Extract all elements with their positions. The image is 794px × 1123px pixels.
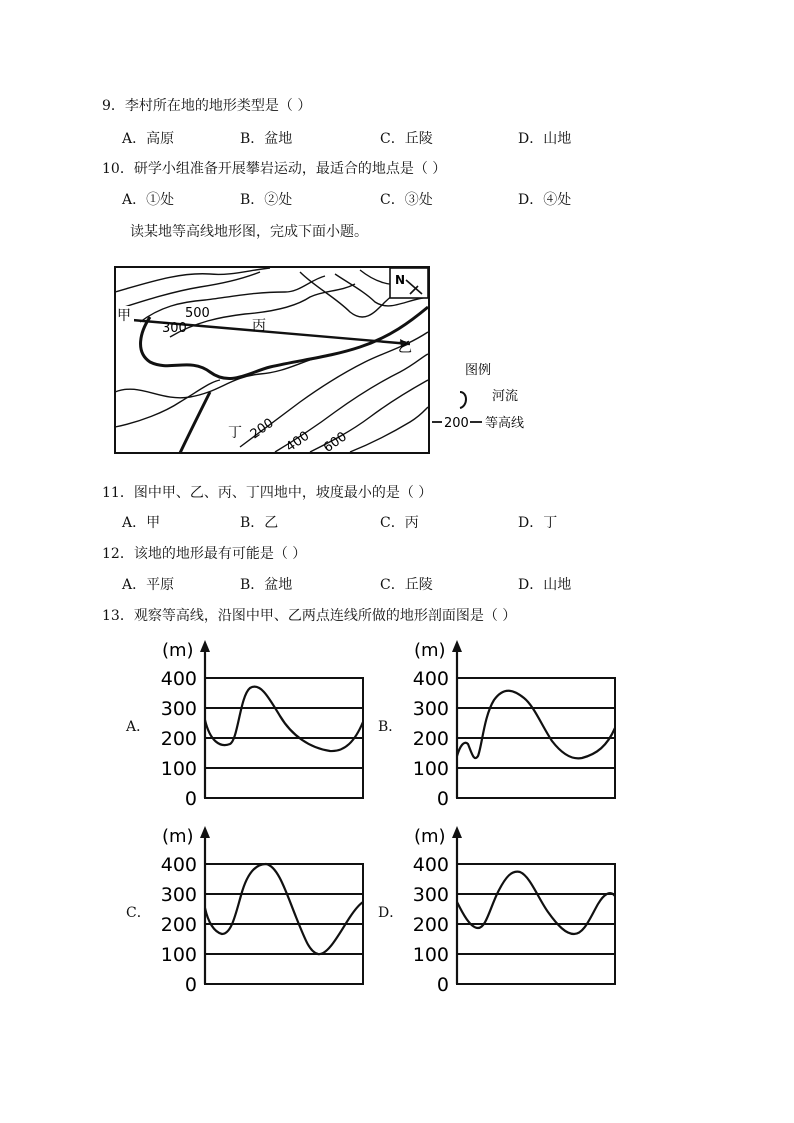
legend-contour-sample: 200	[444, 416, 469, 431]
contour-label-300: 300	[162, 321, 187, 336]
profile-curve	[205, 687, 363, 751]
contour-label-500: 500	[185, 306, 210, 321]
tick-label: 200	[160, 914, 197, 936]
profile-chart-b	[402, 636, 627, 811]
profile-chart-d	[402, 822, 627, 997]
q13-option-b[interactable]: B．	[378, 719, 403, 735]
question-10-stem: 10．研学小组准备开展攀岩运动，最适合的地点是（ ）	[102, 161, 447, 177]
q11-option-a[interactable]: A．甲	[122, 515, 161, 531]
tick-label: 200	[412, 914, 449, 936]
legend-contour: 等高线	[485, 416, 525, 431]
point-label-yi: 乙	[398, 340, 412, 356]
contour-label-600: 600	[320, 429, 350, 456]
point-label-bing: 丙	[252, 318, 266, 334]
tick-label: 300	[412, 698, 449, 720]
tick-label: 300	[160, 698, 197, 720]
q10-option-d[interactable]: D．④处	[518, 192, 572, 208]
tick-label: 400	[412, 854, 449, 876]
q9-option-d[interactable]: D．山地	[518, 131, 572, 147]
q9-option-b[interactable]: B．盆地	[240, 131, 293, 147]
axis-arrowhead	[452, 826, 462, 838]
tick-label: 100	[412, 944, 449, 966]
tick-label: 400	[160, 854, 197, 876]
profile-unit-label: (m)	[162, 826, 194, 847]
profile-chart-c	[150, 822, 375, 997]
question-11-stem: 11．图中甲、乙、丙、丁四地中，坡度最小的是（ ）	[102, 485, 433, 501]
question-13-stem: 13．观察等高线，沿图中甲、乙两点连线所做的地形剖面图是（ ）	[102, 608, 517, 624]
profile-chart-a	[150, 636, 375, 811]
legend-river: 河流	[492, 389, 519, 404]
axis-arrowhead	[200, 640, 210, 652]
tick-label: 0	[436, 788, 449, 810]
north-label: N	[395, 273, 406, 287]
contour-map	[110, 262, 540, 462]
q13-option-d[interactable]: D．	[378, 905, 404, 921]
legend-river-icon	[460, 392, 466, 408]
contour-line	[350, 407, 428, 452]
legend-title: 图例	[465, 363, 492, 378]
q10-option-c[interactable]: C．③处	[380, 192, 433, 208]
q11-option-b[interactable]: B．乙	[240, 515, 279, 531]
question-9-stem: 9．李村所在地的地形类型是（ ）	[102, 98, 312, 114]
profile-unit-label: (m)	[414, 826, 446, 847]
tick-label: 200	[412, 728, 449, 750]
profile-curve	[457, 691, 615, 759]
question-12-stem: 12．该地的地形最有可能是（ ）	[102, 546, 307, 562]
river-path	[180, 392, 210, 453]
point-label-jia: 甲	[117, 308, 131, 324]
contour-label-400: 400	[283, 428, 313, 456]
q12-option-c[interactable]: C．丘陵	[380, 577, 433, 593]
q12-option-b[interactable]: B．盆地	[240, 577, 293, 593]
q13-option-a[interactable]: A．	[126, 719, 151, 735]
tick-label: 300	[160, 884, 197, 906]
q11-option-d[interactable]: D．丁	[518, 515, 558, 531]
profile-curve	[205, 864, 363, 954]
q10-option-b[interactable]: B．②处	[240, 192, 293, 208]
profile-unit-label: (m)	[414, 640, 446, 661]
q12-option-d[interactable]: D．山地	[518, 577, 572, 593]
q9-option-c[interactable]: C．丘陵	[380, 131, 433, 147]
tick-label: 100	[160, 758, 197, 780]
profile-unit-label: (m)	[162, 640, 194, 661]
tick-label: 0	[184, 788, 197, 810]
tick-label: 200	[160, 728, 197, 750]
q10-option-a[interactable]: A．①处	[122, 192, 175, 208]
q13-option-c[interactable]: C．	[126, 905, 151, 921]
contour-label-200: 200	[247, 415, 277, 443]
tick-label: 400	[160, 668, 197, 690]
q11-option-c[interactable]: C．丙	[380, 515, 419, 531]
tick-label: 100	[412, 758, 449, 780]
axis-arrowhead	[200, 826, 210, 838]
map-intro: 读某地等高线地形图，完成下面小题。	[130, 224, 368, 240]
tick-label: 0	[184, 974, 197, 996]
contour-line	[115, 272, 260, 310]
q9-option-a[interactable]: A．高原	[122, 131, 175, 147]
tick-label: 400	[412, 668, 449, 690]
point-label-ding: 丁	[228, 425, 242, 441]
tick-label: 100	[160, 944, 197, 966]
axis-arrowhead	[452, 640, 462, 652]
tick-label: 0	[436, 974, 449, 996]
tick-label: 300	[412, 884, 449, 906]
q12-option-a[interactable]: A．平原	[122, 577, 175, 593]
